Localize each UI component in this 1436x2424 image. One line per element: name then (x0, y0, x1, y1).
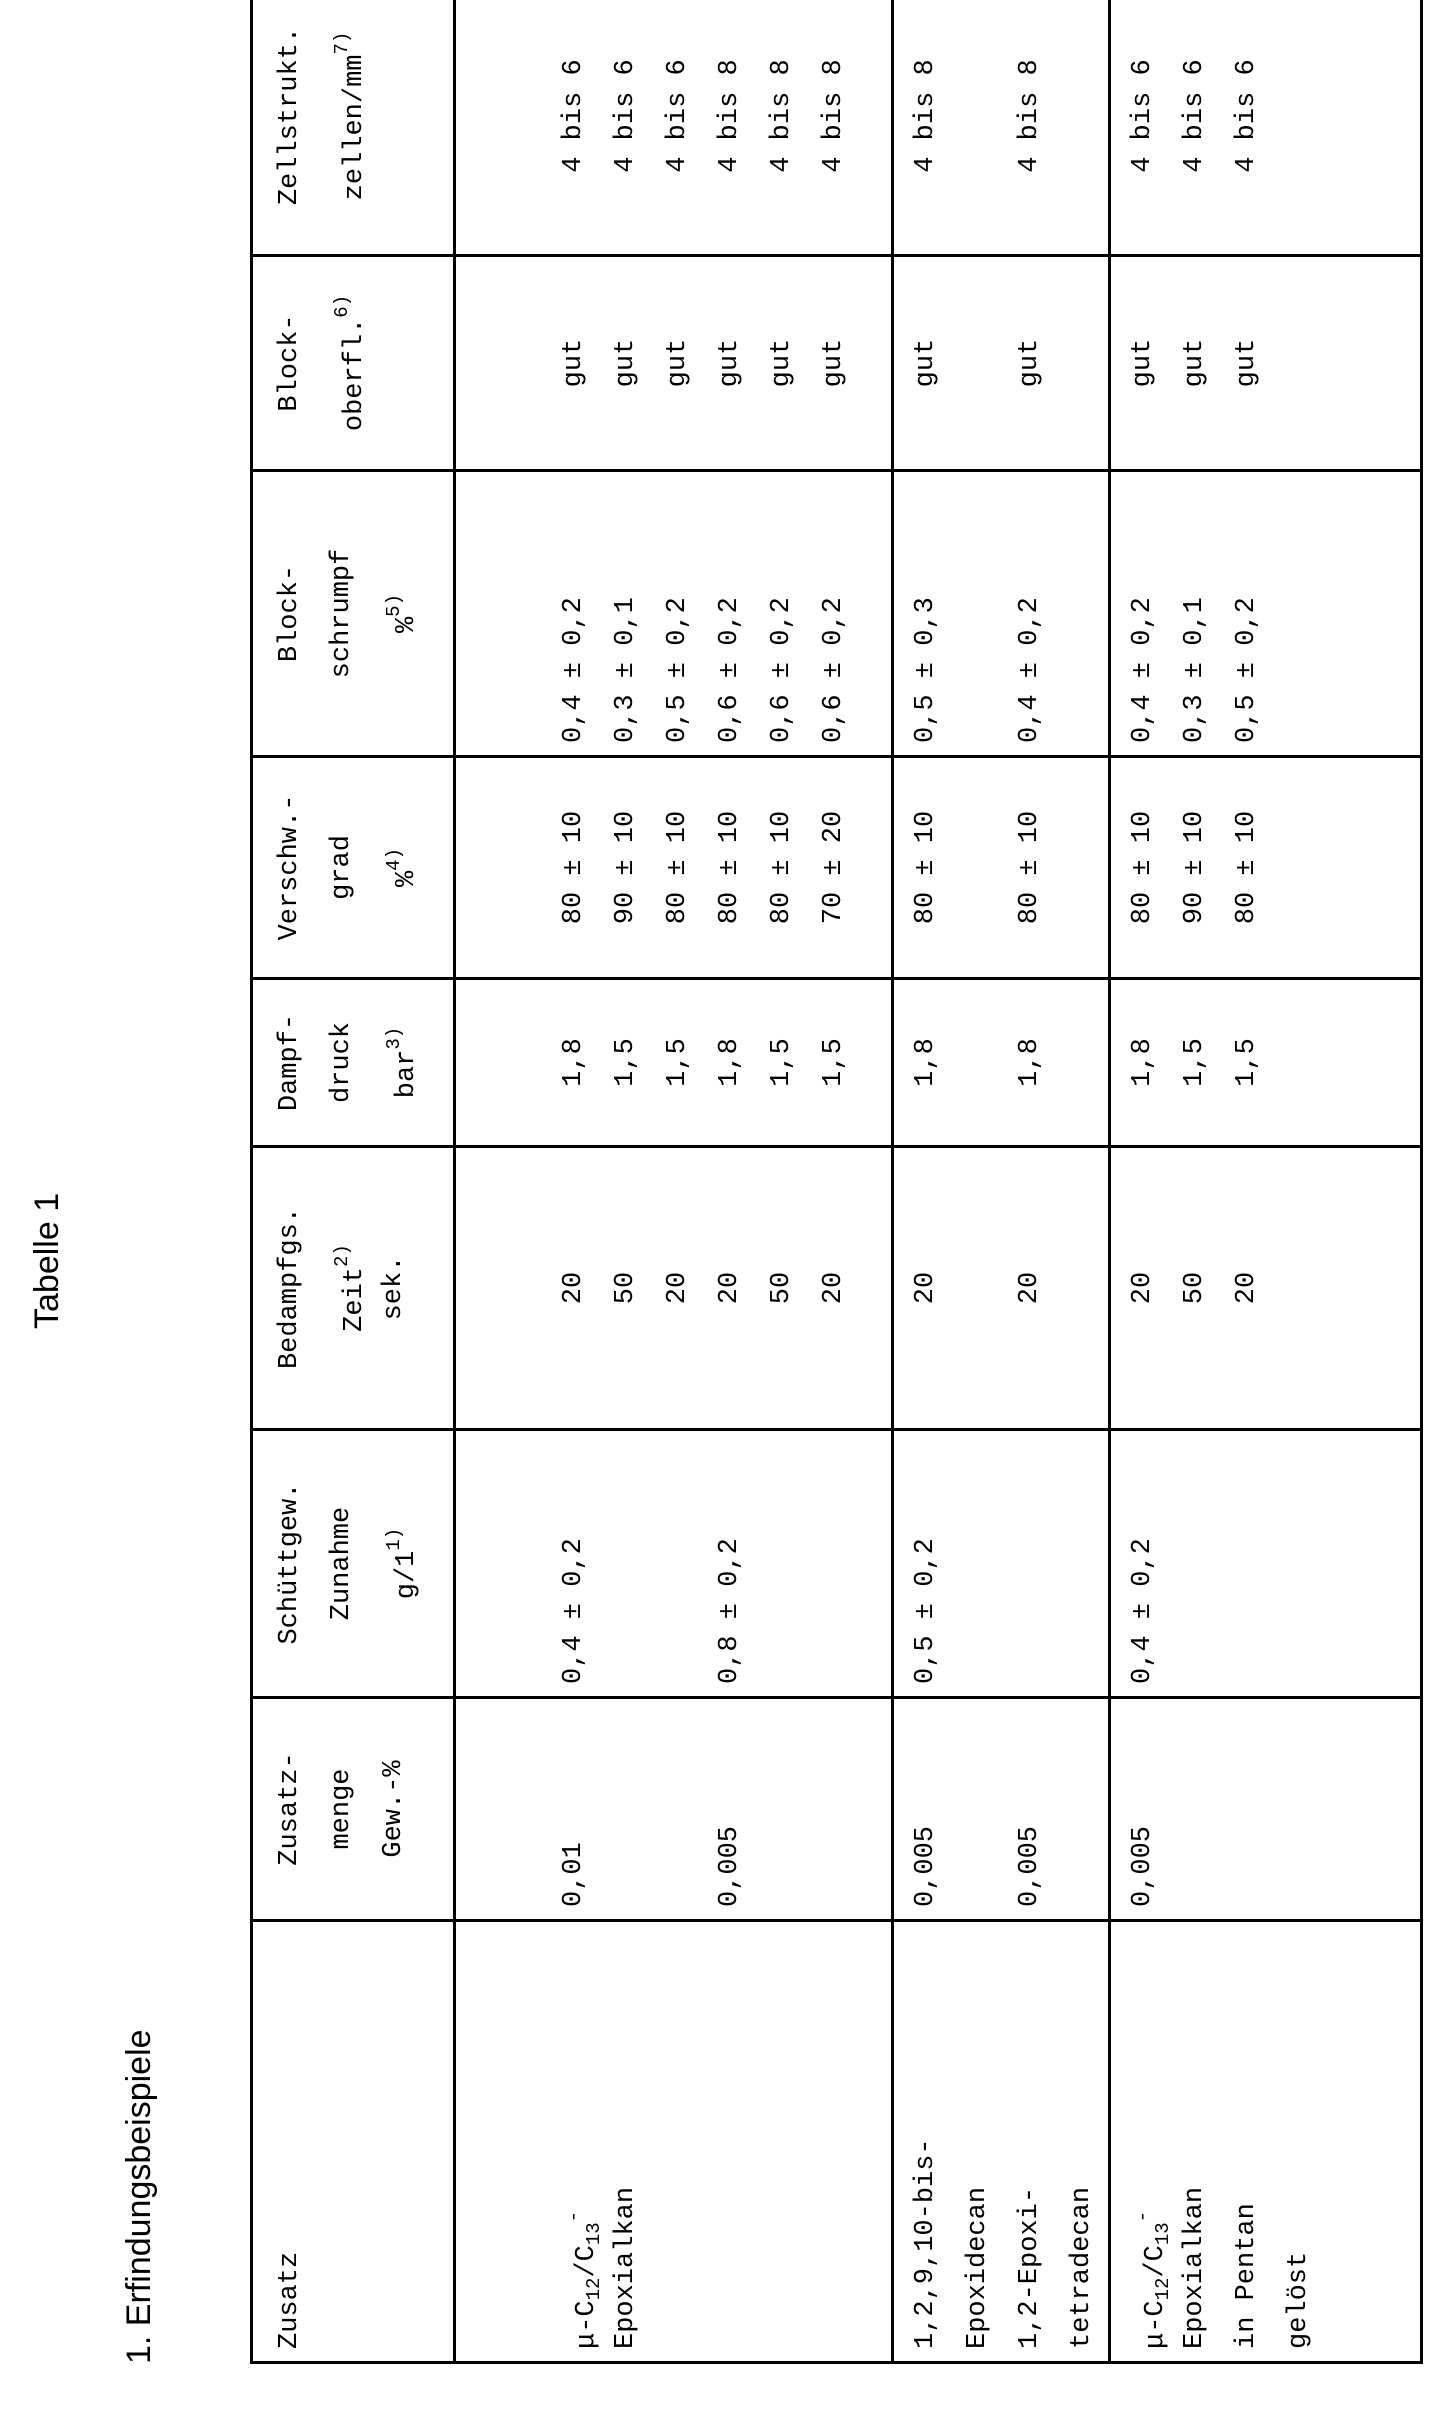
header-blockschrumpf: Block- schrumpf %$^{5)}$ (252, 471, 455, 757)
footnote-marker: 3) (383, 1026, 405, 1050)
table-row-group-2 (893, 0, 1110, 2363)
footnote-marker: 1) (383, 1527, 405, 1551)
cell-zellstruktur: 4 bis 6 4 bis 6 4 bis 6 4 bis 8 4 bis 8 4 bis 8 (455, 0, 893, 256)
header-bedampfungszeit: Bedampfgs. Zeit$^{2)}$ sek. (252, 1147, 455, 1430)
cell-zusatzmenge: 0,005 (1110, 1698, 1422, 1921)
cell-zusatz: $\mu-C_{12}/C_{13}^-$ Epoxialkan in Pentan gelöst (1110, 1921, 1422, 2363)
header-blockoberflaeche: Block- oberfl.$^{6)}$ (252, 256, 455, 471)
cell-blockoberflaeche: gut gut gut (1110, 256, 1422, 471)
cell-blockoberflaeche: gut gut gut gut gut gut (455, 256, 893, 471)
cell-zusatz: $\mu-C_{12}/C_{13}^-$ Epoxialkan (455, 1921, 893, 2363)
cell-bedampfungszeit: 20 20 (893, 1147, 1110, 1430)
cell-verschweissungsgrad: 80 ± 10 80 ± 10 (893, 757, 1110, 979)
results-table (250, 0, 1423, 2364)
table-row-group-1 (455, 0, 893, 2363)
header-dampfdruck: Dampf- druck bar$^{3)}$ (252, 979, 455, 1147)
header-zusatzmenge: Zusatz- menge Gew.-% (252, 1698, 455, 1921)
footnote-marker: 2) (331, 1244, 353, 1267)
header-zusatz: Zusatz (252, 1921, 455, 2363)
cell-dampfdruck: 1,8 1,8 (893, 979, 1110, 1147)
footnote-marker: 4) (383, 848, 405, 871)
cell-zellstruktur: 4 bis 8 4 bis 8 (893, 0, 1110, 256)
cell-zusatzmenge: 0,01 0,005 (455, 1698, 893, 1921)
section-heading: 1. Erfindungsbeispiele (120, 2029, 158, 2364)
cell-zusatzmenge: 0,005 0,005 (893, 1698, 1110, 1921)
cell-bedampfungszeit: 20 50 20 20 50 20 (455, 1147, 893, 1430)
cell-dampfdruck: 1,8 1,5 1,5 (1110, 979, 1422, 1147)
cell-verschweissungsgrad: 80 ± 10 90 ± 10 80 ± 10 80 ± 10 80 ± 10 70 ± 20 (455, 757, 893, 979)
cell-schuettgewicht: 0,5 ± 0,2 (893, 1430, 1110, 1698)
header-verschweissungsgrad: Verschw.- grad %$^{4)}$ (252, 757, 455, 979)
header-zellstruktur: Zellstrukt. zellen/$mm^{7)}$ (252, 0, 455, 256)
cell-blockoberflaeche: gut gut (893, 256, 1110, 471)
cell-blockschrumpf: 0,5 ± 0,3 0,4 ± 0,2 (893, 471, 1110, 757)
cell-zusatz: 1,2,9,10-bis- Epoxidecan 1,2-Epoxi- tetradecan (893, 1921, 1110, 2363)
header-schuettgewicht: Schüttgew. Zunahme g/1$^{1)}$ (252, 1430, 455, 1698)
footnote-marker: 7) (331, 31, 353, 55)
cell-zellstruktur: 4 bis 6 4 bis 6 4 bis 6 (1110, 0, 1422, 256)
footnote-marker: 6) (331, 294, 353, 318)
cell-blockschrumpf: 0,4 ± 0,2 0,3 ± 0,1 0,5 ± 0,2 (1110, 471, 1422, 757)
cell-bedampfungszeit: 20 50 20 (1110, 1147, 1422, 1430)
cell-dampfdruck: 1,8 1,5 1,5 1,8 1,5 1,5 (455, 979, 893, 1147)
cell-schuettgewicht: 0,4 ± 0,2 (1110, 1430, 1422, 1698)
header-row (252, 0, 455, 2363)
footnote-marker: 5) (383, 594, 405, 617)
cell-verschweissungsgrad: 80 ± 10 90 ± 10 80 ± 10 (1110, 757, 1422, 979)
cell-schuettgewicht: 0,4 ± 0,2 0,8 ± 0,2 (455, 1430, 893, 1698)
table-row-group-3 (1110, 0, 1422, 2363)
table-title: Tabelle 1 (28, 1192, 66, 1329)
cell-blockschrumpf: 0,4 ± 0,2 0,3 ± 0,1 0,5 ± 0,2 0,6 ± 0,2 0,6 ± 0,2 0,6 ± 0,2 (455, 471, 893, 757)
